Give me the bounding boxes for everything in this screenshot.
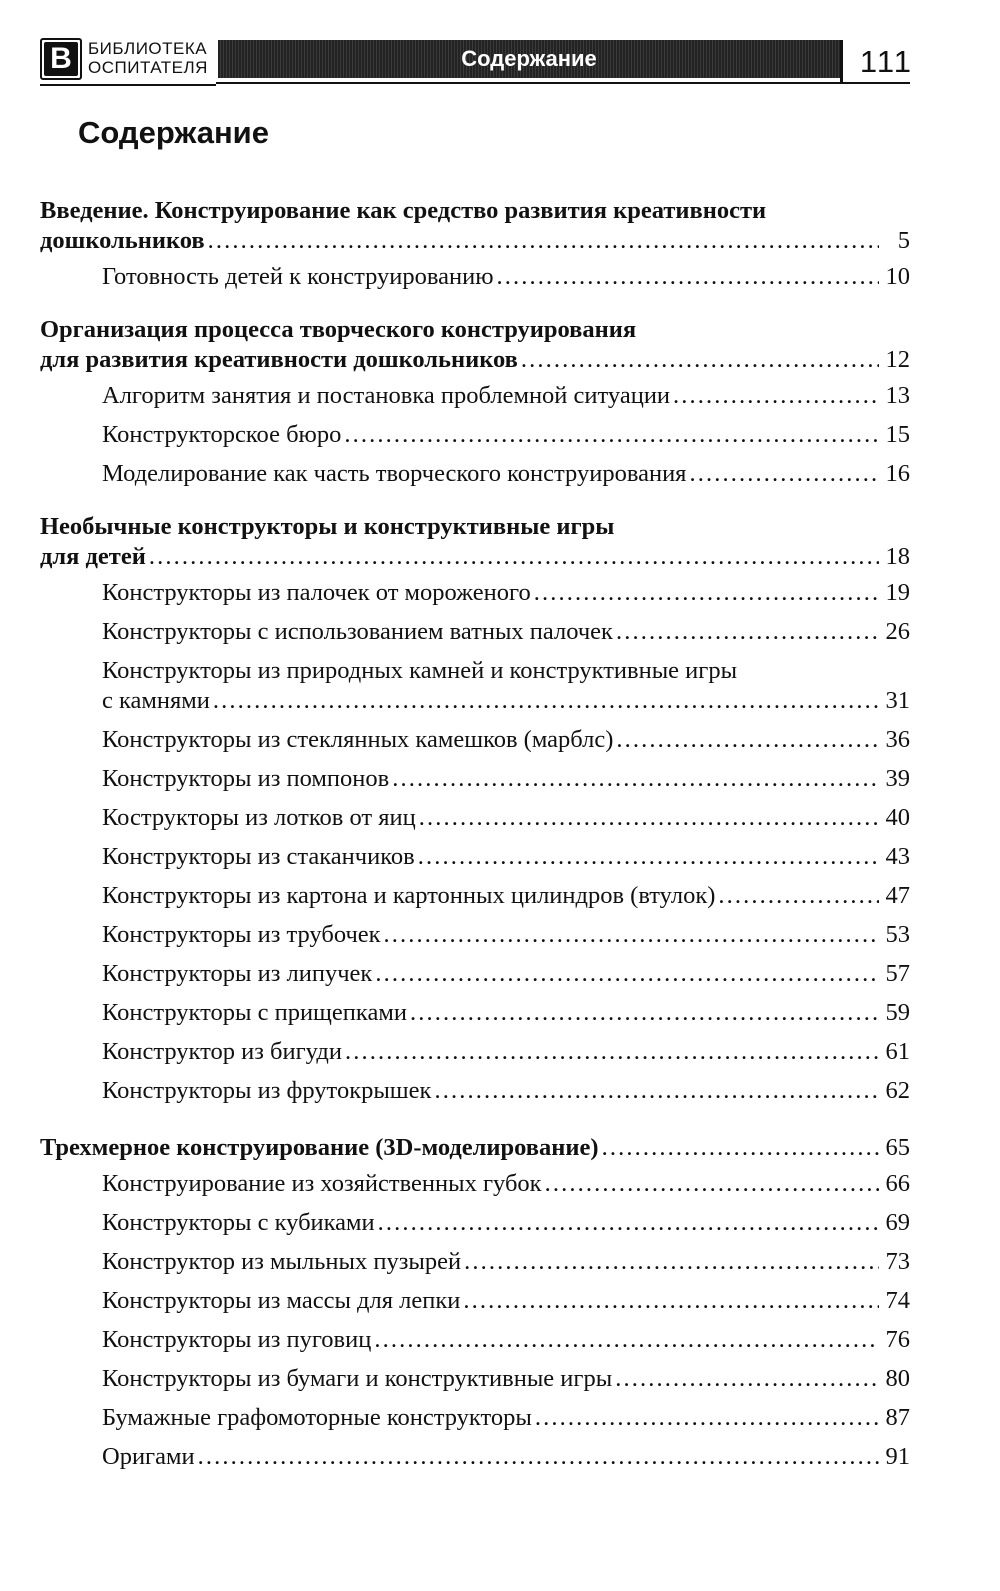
toc-section[interactable] — [40, 1286, 910, 1316]
toc-section-title: Конструкторы из бумаги и конструктивные игры — [102, 1365, 613, 1392]
toc-section-title: Конструкторы с прищепками — [102, 999, 407, 1026]
toc-section[interactable] — [40, 381, 910, 411]
toc-page-number: 13 — [885, 382, 910, 409]
toc-section-title: Моделирование как часть творческого конструирования — [102, 460, 687, 487]
dot-leader — [463, 1286, 879, 1316]
toc-chapter-title-last-line — [40, 1133, 910, 1163]
dot-leader — [344, 420, 879, 450]
toc-section-title: Бумажные графомоторные конструкторы — [102, 1404, 532, 1431]
toc-page-number: 31 — [885, 687, 910, 714]
toc-section-title: Конструкторское бюро — [102, 421, 342, 448]
toc-section-title: Конструкторы с использованием ватных палочек — [102, 618, 613, 645]
logo-badge — [40, 38, 82, 80]
toc-section-title: Конструкторы из помпонов — [102, 765, 390, 792]
dot-leader — [689, 459, 879, 489]
dot-leader — [534, 578, 879, 608]
toc-page-number: 26 — [885, 618, 910, 645]
toc-page-number: 47 — [885, 882, 910, 909]
toc-section-title: Конструкторы из стеклянных камешков (марблс) — [102, 726, 614, 753]
toc-section-title: Конструкторы из стаканчиков — [102, 843, 415, 870]
toc-page-number: 80 — [885, 1365, 910, 1392]
toc-section[interactable] — [40, 1364, 910, 1394]
running-title-bar — [218, 40, 840, 78]
dot-leader — [345, 1037, 879, 1067]
dot-leader — [434, 1076, 879, 1106]
toc-section-title: Конструкторы из пуговиц — [102, 1326, 372, 1353]
toc-section-title: Конструктор из мыльных пузырей — [102, 1248, 462, 1275]
toc-page-number: 10 — [885, 263, 910, 290]
toc-page-number: 36 — [885, 726, 910, 753]
toc-page-number: 19 — [885, 579, 910, 606]
toc-page-number: 39 — [885, 765, 910, 792]
toc-section-title-line: Конструкторы из природных камней и конструктивные игры — [102, 657, 738, 684]
toc-section[interactable] — [40, 1442, 910, 1472]
toc-page-number: 57 — [885, 960, 910, 987]
table-of-contents — [40, 196, 910, 1481]
toc-section-title: Конструктор из бигуди — [102, 1038, 342, 1065]
dot-leader — [464, 1247, 879, 1277]
toc-section[interactable] — [40, 1169, 910, 1199]
dot-leader — [392, 764, 879, 794]
toc-section-title: Оригами — [102, 1443, 195, 1470]
page-number: 111 — [840, 40, 913, 84]
toc-page-number: 5 — [897, 227, 910, 254]
dot-leader — [149, 542, 879, 572]
logo-text — [88, 39, 208, 77]
toc-section-title: Конструкторы с кубиками — [102, 1209, 375, 1236]
toc-section[interactable] — [40, 725, 910, 755]
dot-leader — [535, 1403, 879, 1433]
toc-page-number: 18 — [885, 543, 910, 570]
toc-page-number: 66 — [885, 1170, 910, 1197]
dot-leader — [616, 725, 879, 755]
toc-page-number: 74 — [885, 1287, 910, 1314]
dot-leader — [208, 226, 879, 256]
running-header — [40, 36, 913, 86]
toc-chapter-title-last-line — [40, 345, 910, 375]
dot-leader — [375, 959, 879, 989]
dot-leader — [718, 881, 879, 911]
dot-leader — [384, 920, 879, 950]
toc-chapter[interactable] — [40, 196, 910, 256]
dot-leader — [602, 1133, 879, 1163]
dot-leader — [378, 1208, 879, 1238]
toc-chapter[interactable] — [40, 1133, 910, 1163]
toc-section[interactable] — [40, 1325, 910, 1355]
toc-section-title: с камнями — [102, 687, 210, 714]
toc-page-number: 87 — [885, 1404, 910, 1431]
logo-underline — [40, 84, 216, 86]
header-rule — [216, 82, 910, 84]
toc-page-number: 59 — [885, 999, 910, 1026]
toc-section-title: Кострукторы из лотков от яиц — [102, 804, 416, 831]
dot-leader — [374, 1325, 879, 1355]
toc-page-number: 40 — [885, 804, 910, 831]
toc-page-number: 53 — [885, 921, 910, 948]
logo-line-1: БИБЛИОТЕКА — [88, 39, 208, 58]
toc-page-number: 16 — [885, 460, 910, 487]
toc-page-number: 43 — [885, 843, 910, 870]
dot-leader — [616, 617, 879, 647]
toc-chapter-title: Трехмерное конструирование (3D-моделирование) — [40, 1134, 599, 1161]
toc-section[interactable] — [40, 1247, 910, 1277]
logo-letter: В — [44, 42, 78, 76]
toc-section-title: Конструкторы из палочек от мороженого — [102, 579, 531, 606]
toc-page-number: 15 — [885, 421, 910, 448]
toc-chapter-title-line: Введение. Конструирование как средство развития креативности — [40, 197, 767, 224]
dot-leader — [521, 345, 879, 375]
toc-section[interactable] — [40, 1403, 910, 1433]
toc-section[interactable] — [40, 998, 910, 1028]
series-logo — [40, 38, 216, 82]
toc-section[interactable] — [40, 617, 910, 647]
toc-section[interactable] — [40, 881, 910, 911]
toc-section-title: Конструкторы из трубочек — [102, 921, 381, 948]
toc-chapter-title-last-line — [40, 226, 910, 256]
toc-section[interactable] — [40, 262, 910, 292]
toc-section[interactable] — [40, 803, 910, 833]
toc-section-title: Конструирование из хозяйственных губок — [102, 1170, 542, 1197]
toc-section[interactable] — [40, 1076, 910, 1106]
toc-section[interactable] — [40, 764, 910, 794]
toc-section[interactable] — [40, 959, 910, 989]
toc-chapter[interactable] — [40, 315, 910, 375]
dot-leader — [410, 998, 879, 1028]
dot-leader — [419, 803, 879, 833]
toc-section-title: Готовность детей к конструированию — [102, 263, 494, 290]
toc-section-title: Конструкторы из массы для лепки — [102, 1287, 461, 1314]
page-title: Содержание — [78, 115, 269, 150]
toc-section[interactable] — [40, 1037, 910, 1067]
toc-section[interactable] — [40, 578, 910, 608]
dot-leader — [673, 381, 879, 411]
toc-page-number: 65 — [885, 1134, 910, 1161]
toc-page-number: 76 — [885, 1326, 910, 1353]
toc-page-number: 91 — [885, 1443, 910, 1470]
toc-chapter-title-last-line — [40, 542, 910, 572]
dot-leader — [615, 1364, 879, 1394]
toc-section[interactable] — [40, 1208, 910, 1238]
toc-section[interactable] — [40, 656, 910, 716]
toc-section[interactable] — [40, 920, 910, 950]
toc-page-number: 73 — [885, 1248, 910, 1275]
toc-chapter-title: дошкольников — [40, 227, 205, 254]
toc-page-number: 61 — [885, 1038, 910, 1065]
dot-leader — [213, 686, 879, 716]
running-title: Содержание — [461, 46, 597, 71]
toc-section[interactable] — [40, 420, 910, 450]
toc-section-title: Конструкторы из фрутокрышек — [102, 1077, 432, 1104]
logo-line-2: ОСПИТАТЕЛЯ — [88, 58, 208, 77]
dot-leader — [497, 262, 879, 292]
dot-leader — [418, 842, 879, 872]
toc-section[interactable] — [40, 459, 910, 489]
toc-page-number: 12 — [885, 346, 910, 373]
toc-page-number: 69 — [885, 1209, 910, 1236]
toc-chapter-title: для детей — [40, 543, 146, 570]
toc-chapter-title-line: Необычные конструкторы и конструктивные игры — [40, 513, 615, 540]
dot-leader — [198, 1442, 879, 1472]
toc-section-title: Конструкторы из липучек — [102, 960, 373, 987]
toc-section-title: Конструкторы из картона и картонных цилиндров (втулок) — [102, 882, 716, 909]
toc-section[interactable] — [40, 842, 910, 872]
toc-section-title: Алгоритм занятия и постановка проблемной ситуации — [102, 382, 671, 409]
toc-chapter-title-line: Организация процесса творческого конструирования — [40, 316, 637, 343]
toc-chapter-title: для развития креативности дошкольников — [40, 346, 518, 373]
dot-leader — [545, 1169, 879, 1199]
toc-page-number: 62 — [885, 1077, 910, 1104]
toc-chapter[interactable] — [40, 512, 910, 572]
